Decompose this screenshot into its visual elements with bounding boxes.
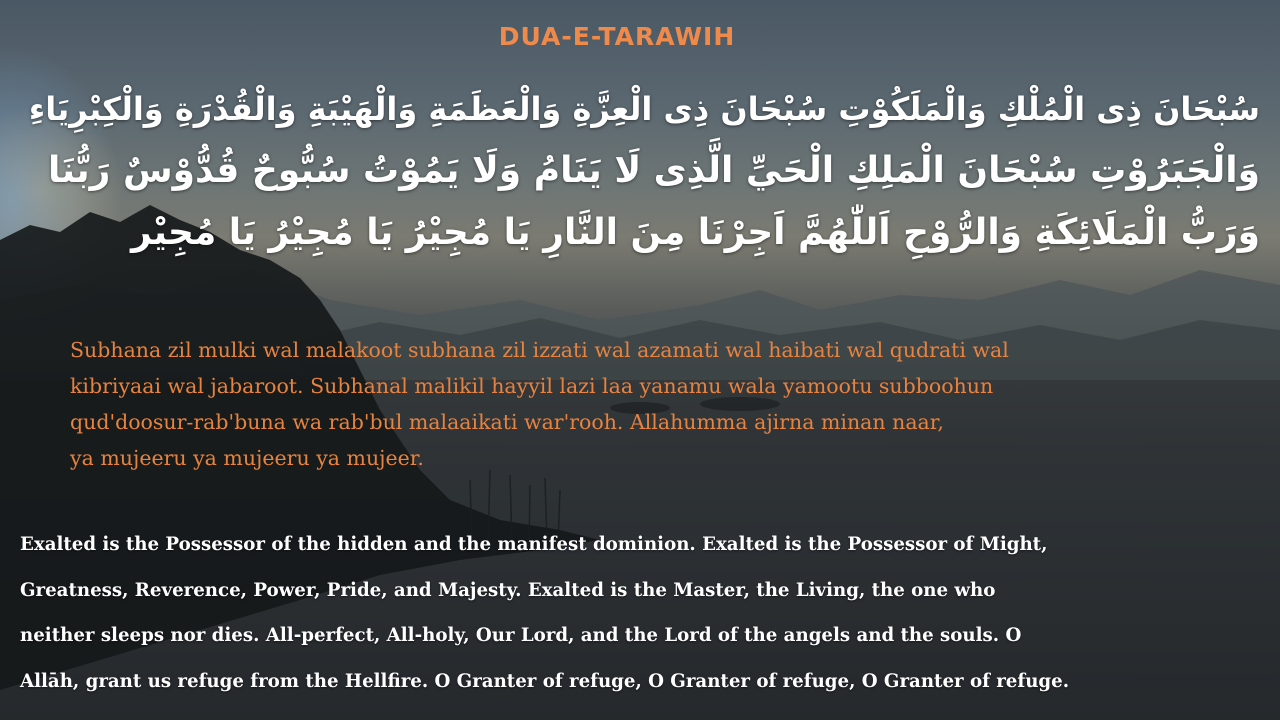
transliteration-line-4: ya mujeeru ya mujeeru ya mujeer.	[70, 446, 424, 470]
translation-block	[20, 522, 1270, 704]
translation-line-3: neither sleeps nor dies. All-perfect, All-holy, Our Lord, and the Lord of the angels and the souls. O	[20, 625, 1022, 646]
translation-line-1: Exalted is the Possessor of the hidden and the manifest dominion. Exalted is the Possessor of Might,	[20, 534, 1048, 555]
dua-title: DUA-E-TARAWIH	[498, 22, 736, 51]
transliteration-line-3: qud'doosur-rab'buna wa rab'bul malaaikati war'rooh. Allahumma ajirna minan naar,	[70, 410, 944, 434]
arabic-line-1: سُبْحَانَ ذِى الْمُلْكِ وَالْمَلَكُوْتِ سُبْحَانَ ذِى الْعِزَّةِ وَالْعَظَمَةِ وَالْهَيْبَةِ وَالْقُدْرَةِ وَالْكِبْرِيَاءِ	[28, 90, 1260, 128]
transliteration-line-1: Subhana zil mulki wal malakoot subhana zil izzati wal azamati wal haibati wal qudrati wal	[70, 338, 1009, 362]
transliteration-block	[70, 332, 1260, 476]
translation-line-4: Allāh, grant us refuge from the Hellfire. O Granter of refuge, O Granter of refuge, O Granter of refuge.	[20, 670, 1070, 692]
transliteration-line-2: kibriyaai wal jabaroot. Subhanal malikil hayyil lazi laa yanamu wala yamootu subboohun	[70, 374, 994, 398]
arabic-line-2: وَالْجَبَرُوْتِ سُبْحَانَ الْمَلِكِ الْحَيِّ الَّذِى لَا يَنَامُ وَلَا يَمُوْتُ سُبُّوحٌ قُدُّوْسٌ رَبُّنَا	[47, 150, 1260, 191]
translation-line-2: Greatness, Reverence, Power, Pride, and Majesty. Exalted is the Master, the Living, the one who	[20, 579, 996, 601]
arabic-text-block	[20, 78, 1260, 264]
arabic-line-3: وَرَبُّ الْمَلَائِكَةِ وَالرُّوْحِ اَللّٰهُمَّ اَجِرْنَا مِنَ النَّارِ يَا مُجِيْرُ يَا مُجِيْرُ يَا مُجِيْر	[130, 212, 1260, 253]
